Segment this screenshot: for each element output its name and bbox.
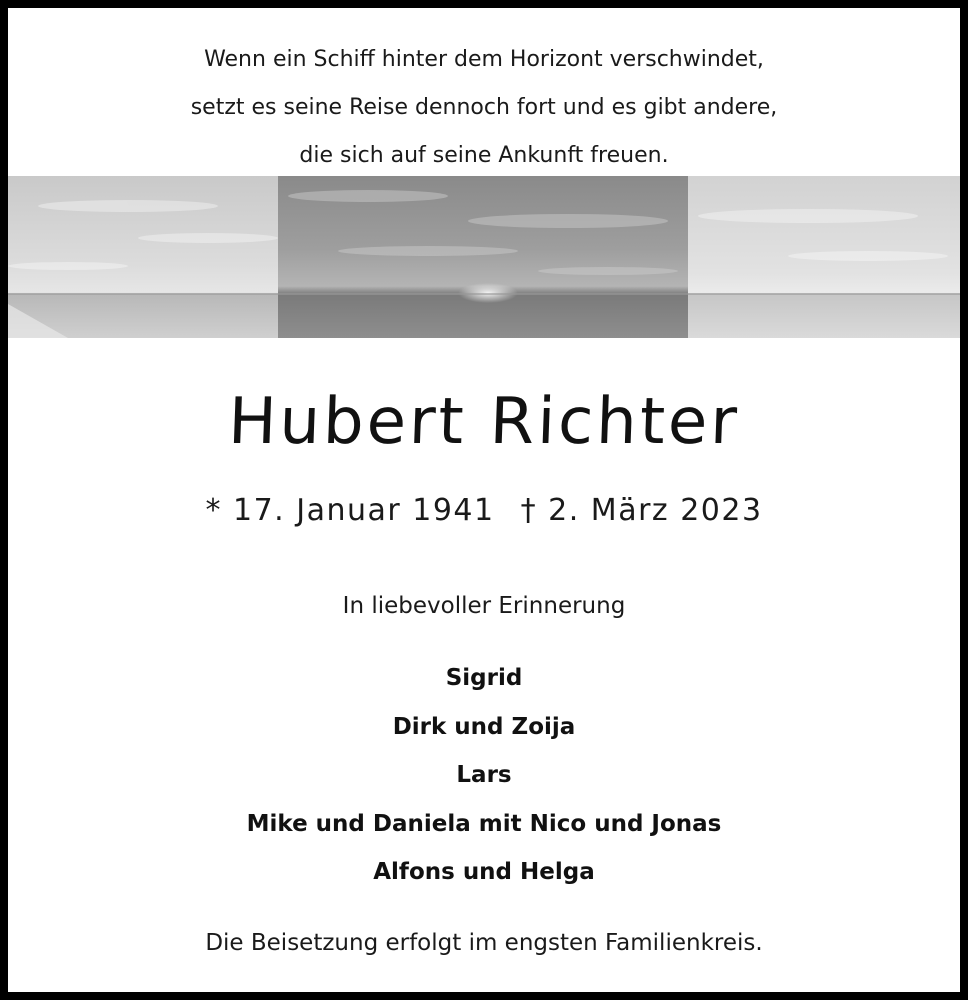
memory-text: In liebevoller Erinnerung xyxy=(342,593,626,619)
death-date: † 2. März 2023 xyxy=(520,493,763,528)
mourner-entry: Alfons und Helga xyxy=(373,859,595,885)
mourner-entry: Lars xyxy=(456,762,512,788)
funeral-note: Die Beisetzung erfolgt im engsten Familienkreis. xyxy=(205,930,763,956)
birth-date: * 17. Januar 1941 xyxy=(205,493,495,528)
sea-horizon-image xyxy=(8,176,960,338)
life-dates xyxy=(8,488,960,534)
mourners-list xyxy=(8,654,960,897)
quote-line: Wenn ein Schiff hinter dem Horizont verschwindet, xyxy=(204,47,764,72)
poem-quote xyxy=(8,36,960,180)
mourner-entry: Dirk und Zoija xyxy=(392,713,576,740)
sea-horizon-photo xyxy=(8,176,960,338)
mourner-entry: Sigrid xyxy=(445,665,523,691)
quote-line: die sich auf seine Ankunft freuen. xyxy=(299,143,669,168)
mourner-entry: Mike und Daniela mit Nico und Jonas xyxy=(246,810,722,837)
deceased-name: Hubert Richter xyxy=(227,385,741,459)
quote-line: setzt es seine Reise dennoch fort und es gibt andere, xyxy=(190,95,778,120)
